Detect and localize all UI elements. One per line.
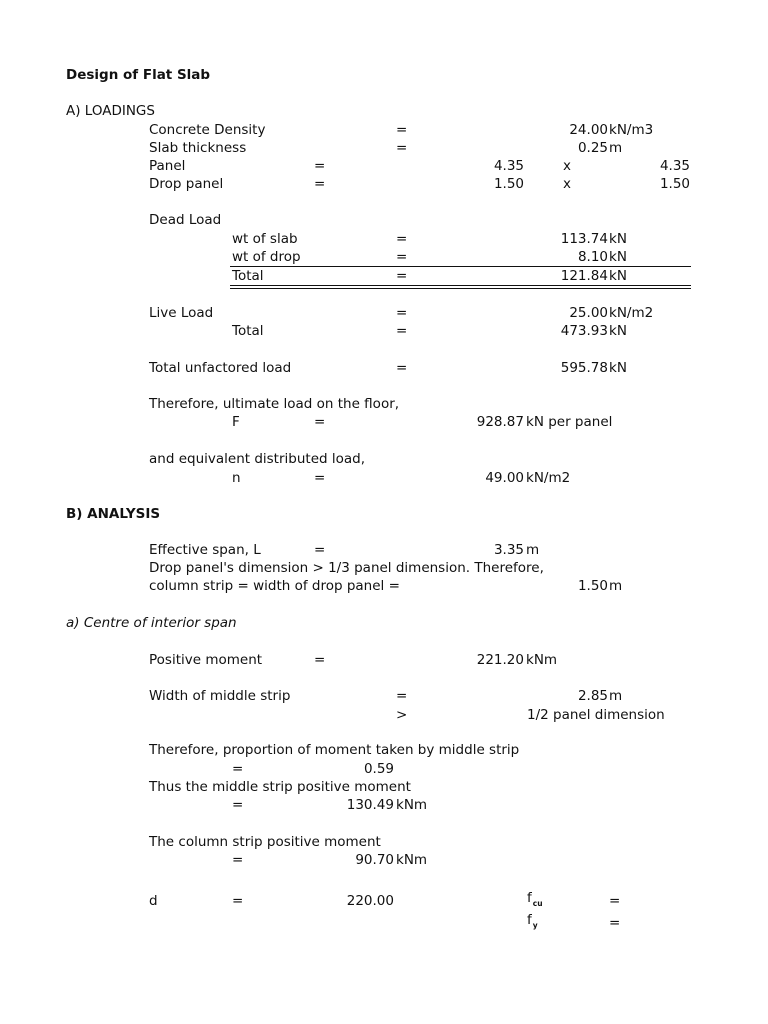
row-value: 90.70	[355, 852, 394, 868]
row-label: Total unfactored load	[149, 360, 292, 376]
row-value: 8.10	[577, 249, 608, 265]
column-strip-moment-text: The column strip positive moment	[149, 834, 381, 850]
equals-sign: =	[314, 652, 326, 668]
equals-sign: =	[314, 176, 326, 192]
row-label: n	[232, 470, 241, 486]
row-value: 121.84	[560, 268, 608, 284]
row-unit: m	[526, 542, 540, 558]
total-top-rule	[230, 266, 691, 267]
row-value: 130.49	[346, 797, 394, 813]
row-label: d	[149, 893, 158, 909]
equals-sign: =	[396, 323, 408, 339]
row-unit: kNm	[396, 797, 428, 813]
row-unit: kNm	[526, 652, 558, 668]
equals-sign: =	[396, 122, 408, 138]
equals-sign: =	[314, 542, 326, 558]
equals-sign: =	[314, 470, 326, 486]
row-unit: kN/m3	[609, 122, 654, 138]
times-sign: x	[563, 158, 571, 174]
row-value: 473.93	[560, 323, 608, 339]
row-value: 221.20	[476, 652, 524, 668]
equals-sign: =	[232, 761, 244, 777]
row-label: Positive moment	[149, 652, 263, 668]
fy-subscript: y	[532, 921, 538, 930]
times-sign: x	[563, 176, 571, 192]
row-unit: kN/m2	[526, 470, 571, 486]
row-unit: kN	[609, 323, 627, 339]
equals-sign: =	[396, 688, 408, 704]
row-unit: kN	[609, 268, 627, 284]
total-double-rule-2	[230, 288, 691, 289]
row-value: 220.00	[346, 893, 394, 909]
fcu-equals-sign: =	[609, 893, 621, 909]
row-label: Slab thickness	[149, 140, 247, 156]
row-value: 1.50	[577, 578, 608, 594]
fcu-symbol	[527, 890, 543, 908]
row-unit: m	[609, 688, 623, 704]
equivalent-load-text: and equivalent distributed load,	[149, 451, 366, 467]
row-unit: kN	[609, 249, 627, 265]
drop-panel-dimension-text: Drop panel's dimension > 1/3 panel dimension. Therefore,	[149, 560, 544, 576]
row-label: wt of slab	[232, 231, 298, 247]
total-double-rule-1	[230, 285, 691, 286]
equals-sign: =	[232, 797, 244, 813]
row-label: Effective span, L	[149, 542, 261, 558]
row-label: Total	[232, 268, 264, 284]
row-unit: kNm	[396, 852, 428, 868]
equals-sign: =	[396, 360, 408, 376]
equals-sign: =	[314, 158, 326, 174]
row-unit: m	[609, 140, 623, 156]
row-value: 0.59	[363, 761, 394, 777]
section-a-heading: A) LOADINGS	[66, 103, 155, 119]
row-label: Live Load	[149, 305, 214, 321]
section-b-heading: B) ANALYSIS	[66, 506, 161, 522]
row-value: 49.00	[485, 470, 524, 486]
row-value: 928.87	[476, 414, 524, 430]
row-unit: kN	[609, 231, 627, 247]
row-label: Concrete Density	[149, 122, 266, 138]
row-value-a: 4.35	[493, 158, 524, 174]
row-label: column strip = width of drop panel =	[149, 578, 400, 594]
row-unit: kN per panel	[526, 414, 613, 430]
row-label: Panel	[149, 158, 186, 174]
equals-sign: =	[396, 268, 408, 284]
equals-sign: =	[396, 231, 408, 247]
row-value: 0.25	[577, 140, 608, 156]
fy-equals-sign: =	[609, 915, 621, 931]
row-value: 113.74	[560, 231, 608, 247]
row-value-b: 1.50	[659, 176, 690, 192]
row-unit: kN/m2	[609, 305, 654, 321]
row-unit: m	[609, 578, 623, 594]
comparison-text: 1/2 panel dimension	[527, 707, 665, 723]
subsection-a-heading: a) Centre of interior span	[66, 615, 237, 631]
row-label: wt of drop	[232, 249, 301, 265]
row-unit: kN	[609, 360, 627, 376]
row-label: Drop panel	[149, 176, 224, 192]
fy-symbol	[527, 912, 538, 930]
row-value: 25.00	[569, 305, 608, 321]
row-value-a: 1.50	[493, 176, 524, 192]
row-value: 2.85	[577, 688, 608, 704]
fcu-subscript: cu	[532, 899, 543, 908]
equals-sign: =	[232, 852, 244, 868]
equals-sign: =	[396, 249, 408, 265]
equals-sign: =	[314, 414, 326, 430]
middle-strip-moment-text: Thus the middle strip positive moment	[149, 779, 411, 795]
equals-sign: =	[396, 305, 408, 321]
fy-letter: f	[527, 912, 532, 928]
row-value: 3.35	[493, 542, 524, 558]
row-value-b: 4.35	[659, 158, 690, 174]
document-title: Design of Flat Slab	[66, 67, 211, 83]
greater-than-sign: >	[396, 707, 408, 723]
row-value: 24.00	[569, 122, 608, 138]
row-label: Total	[232, 323, 264, 339]
row-label: Width of middle strip	[149, 688, 291, 704]
equals-sign: =	[232, 893, 244, 909]
dead-load-heading: Dead Load	[149, 212, 222, 228]
ultimate-load-text: Therefore, ultimate load on the floor,	[149, 396, 400, 412]
proportion-text: Therefore, proportion of moment taken by middle strip	[149, 742, 520, 758]
equals-sign: =	[396, 140, 408, 156]
fcu-letter: f	[527, 890, 532, 906]
row-label: F	[232, 414, 240, 430]
row-value: 595.78	[560, 360, 608, 376]
